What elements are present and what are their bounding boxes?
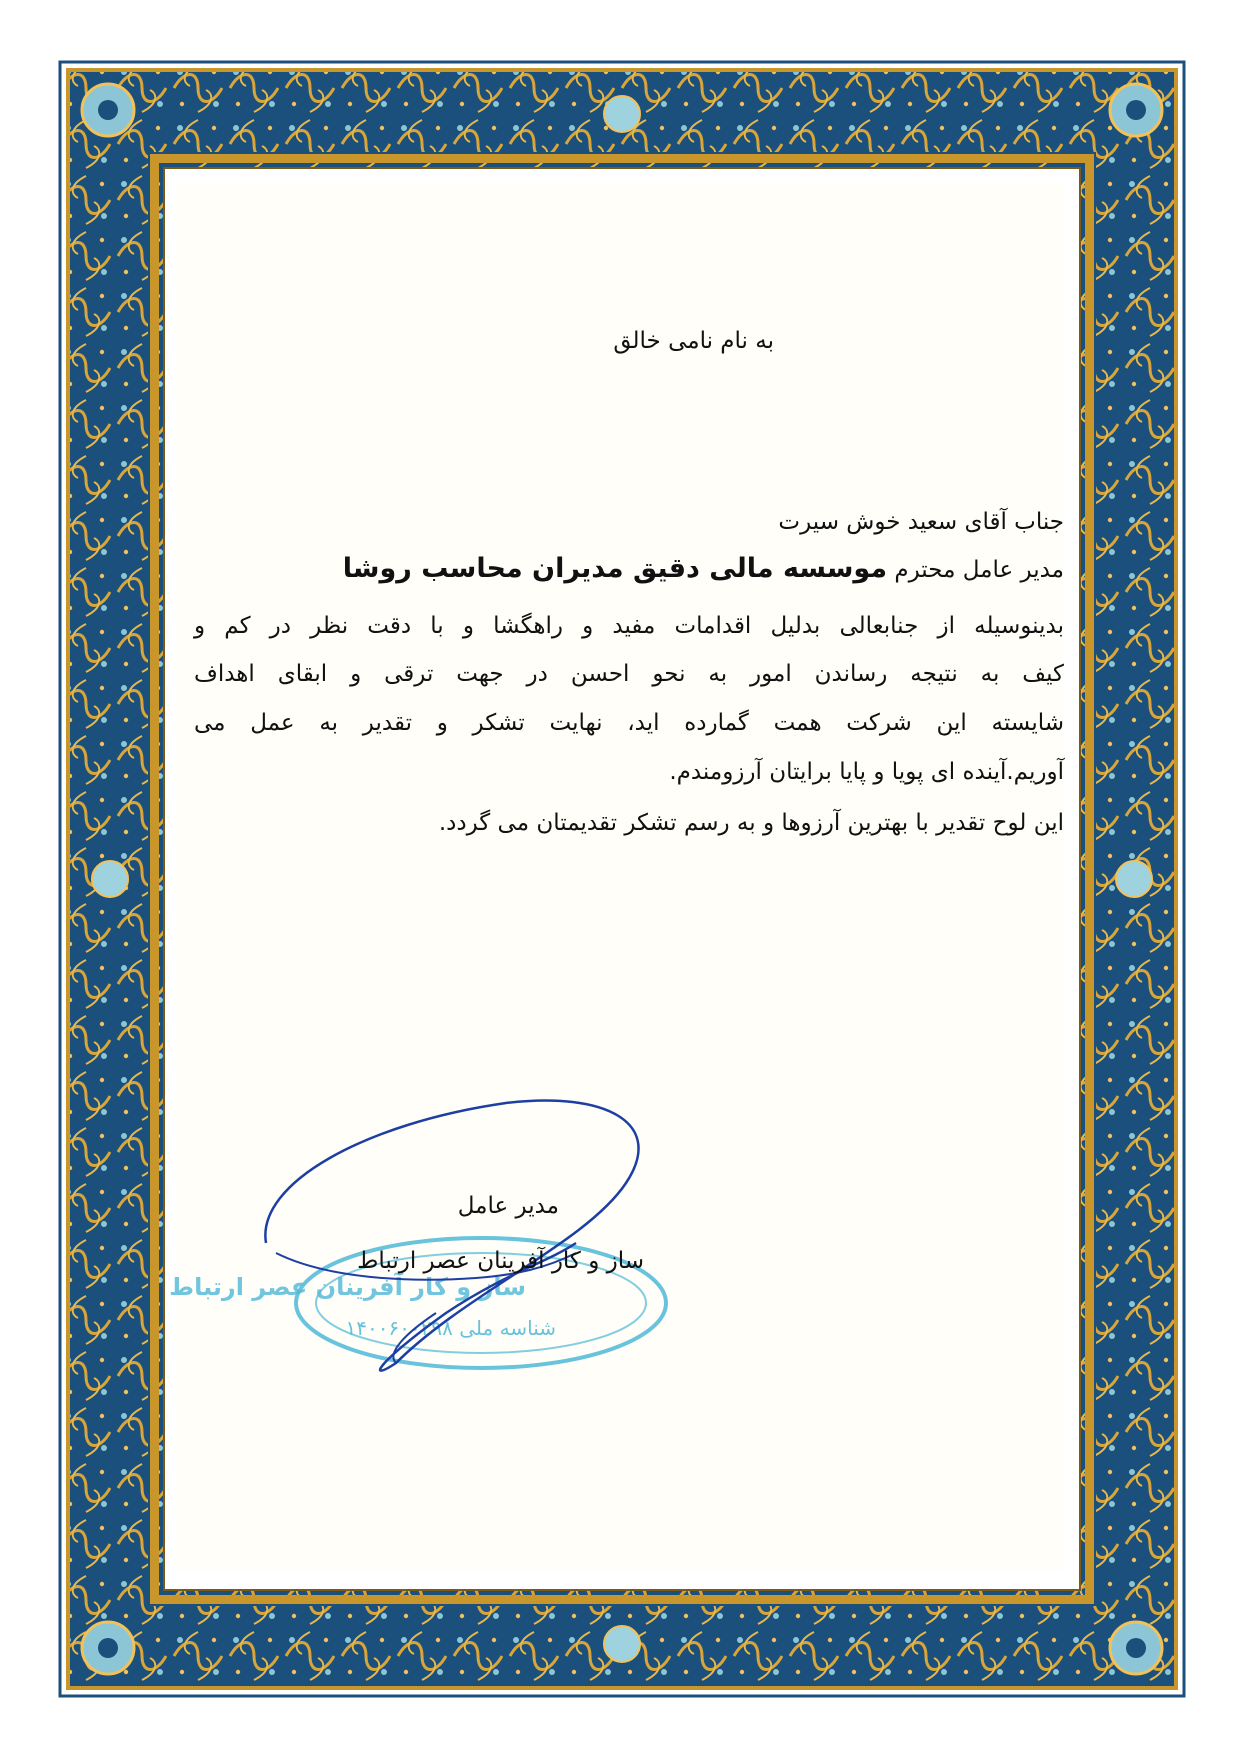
signature-company: ساز و کار آفرینان عصر ارتباط (357, 1248, 644, 1274)
addressee-line: جناب آقای سعید خوش سیرت (778, 509, 1064, 535)
company-stamp-and-signature (169, 1063, 686, 1393)
company-name: موسسه مالی دقیق مدیران محاسب روشا (342, 553, 888, 584)
body-text-line: شایسته این شرکت همت گمارده اید، نهایت تشکر و تقدیر به عمل می (194, 710, 1064, 736)
body-text-line: کیف به نتیجه رساندن امور به نحو احسن در جهت ترقی و ابقای اهداف (194, 661, 1064, 687)
stamp-registration-text: شناسه ملی ۱۴۰۰۶۰۰۲۹۸ (345, 1316, 556, 1340)
certificate-body (169, 183, 1064, 1570)
closing-line: این لوح تقدیر با بهترین آرزوها و به رسم تشکر تقدیمتان می گردد. (438, 810, 1064, 836)
signature-role: مدیر عامل (457, 1193, 559, 1219)
invocation-heading: به نام نامی خالق (613, 328, 774, 354)
recipient-title-line (343, 553, 1064, 584)
title-prefix: مدیر عامل محترم (894, 557, 1064, 583)
stamp-company-text: ساز و کار آفرینان عصر ارتباط (169, 1273, 526, 1301)
body-text-line: آوریم.آینده ای پویا و پایا برایتان آرزومندم. (669, 759, 1064, 785)
body-text-line: بدینوسیله از جنابعالی بدلیل اقدامات مفید و راهگشا و با دقت نظر در کم و (194, 613, 1064, 639)
